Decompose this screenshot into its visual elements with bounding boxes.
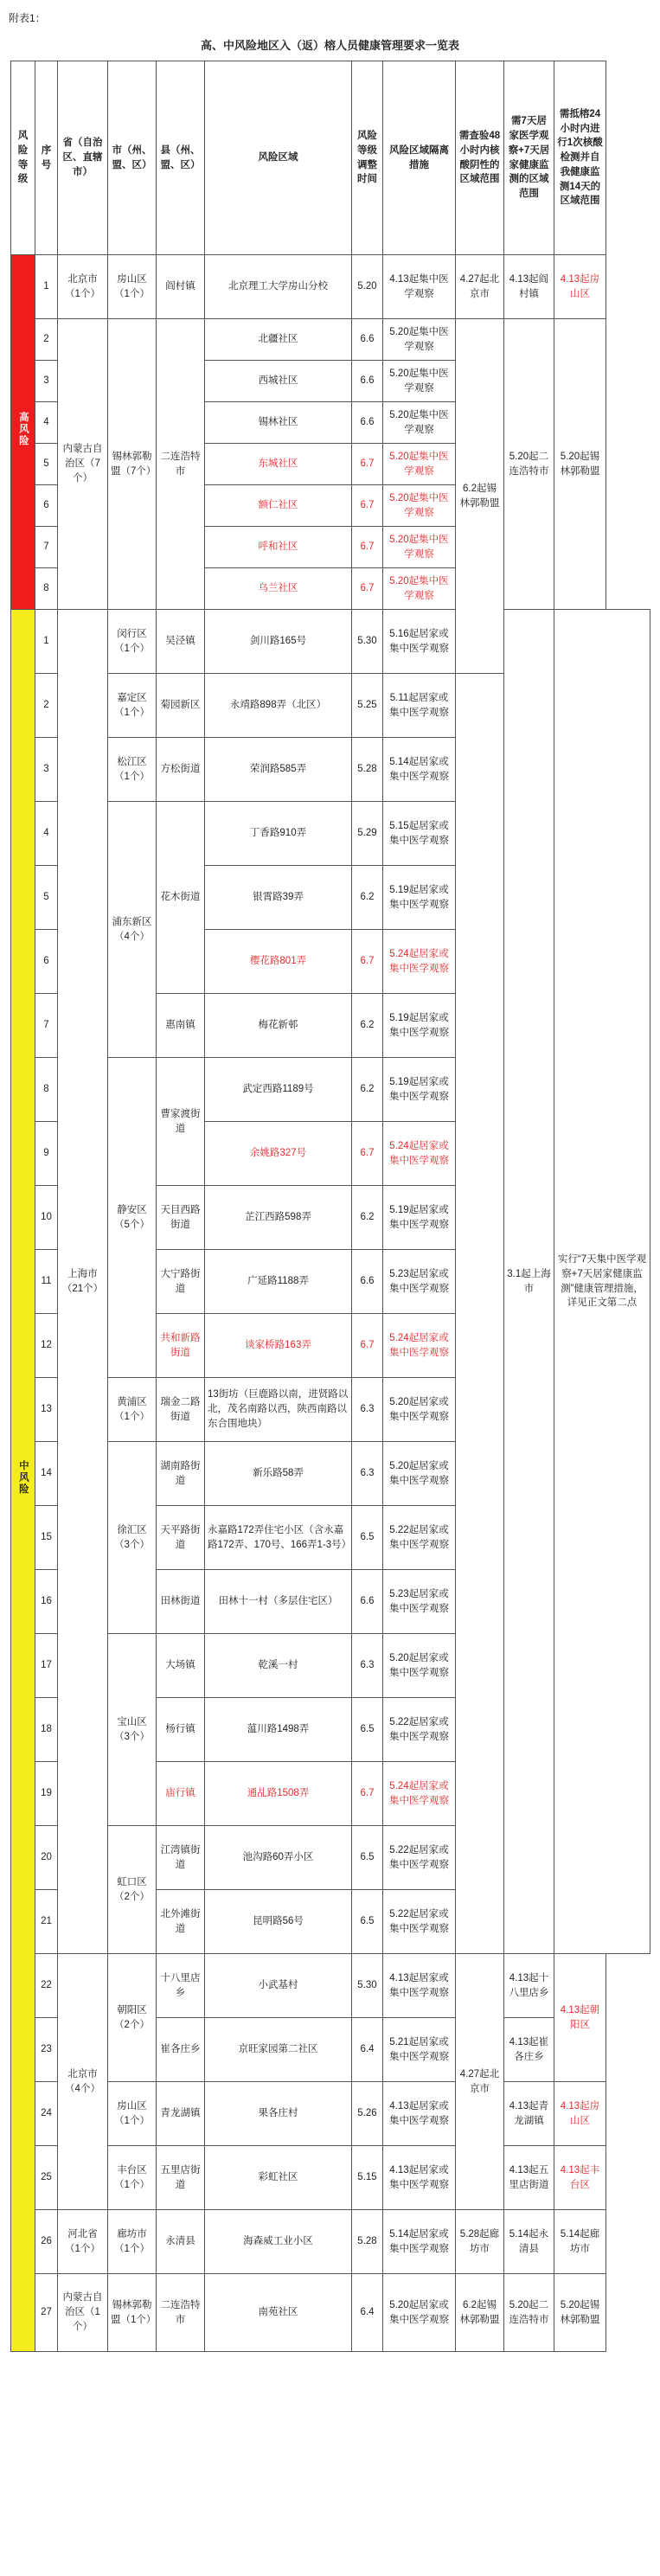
row-index: 8 bbox=[35, 1058, 58, 1122]
area-cell: 荣润路585弄 bbox=[205, 738, 352, 802]
area-cell: 芷江西路598弄 bbox=[205, 1186, 352, 1250]
time-cell: 6.4 bbox=[352, 2274, 383, 2352]
city-cell: 朝阳区（2个） bbox=[108, 1954, 157, 2082]
isolation-cell: 5.19起居家或集中医学观察 bbox=[383, 994, 456, 1058]
header-7days: 需7天居家医学观察+7天居家健康监测的区域范围 bbox=[504, 61, 554, 255]
days7-cell: 4.13起五里店街道 bbox=[504, 2146, 554, 2210]
time-cell: 6.7 bbox=[352, 485, 383, 527]
area-cell: 田林十一村（多层住宅区） bbox=[205, 1570, 352, 1634]
isolation-cell: 5.23起居家或集中医学观察 bbox=[383, 1570, 456, 1634]
isolation-cell: 5.20起集中医学观察 bbox=[383, 444, 456, 485]
isolation-cell: 5.22起居家或集中医学观察 bbox=[383, 1698, 456, 1762]
row-index: 1 bbox=[35, 255, 58, 319]
row-index: 16 bbox=[35, 1570, 58, 1634]
area-cell: 彩虹社区 bbox=[205, 2146, 352, 2210]
row-index: 13 bbox=[35, 1378, 58, 1442]
row-index: 26 bbox=[35, 2210, 58, 2274]
time-cell: 5.20 bbox=[352, 255, 383, 319]
province-cell: 北京市（1个） bbox=[58, 255, 108, 319]
table-row bbox=[11, 610, 650, 674]
county-cell: 田林街道 bbox=[157, 1570, 205, 1634]
row-index: 4 bbox=[35, 802, 58, 866]
time-cell: 6.3 bbox=[352, 1634, 383, 1698]
risk-area-table bbox=[10, 61, 650, 2352]
county-cell: 永清县 bbox=[157, 2210, 205, 2274]
time-cell: 6.6 bbox=[352, 1570, 383, 1634]
test48-cell: 3.1起上海市 bbox=[504, 610, 554, 1954]
row-index: 7 bbox=[35, 994, 58, 1058]
isolation-cell: 5.22起居家或集中医学观察 bbox=[383, 1890, 456, 1954]
area-cell: 丁香路910弄 bbox=[205, 802, 352, 866]
row-index: 3 bbox=[35, 738, 58, 802]
isolation-cell: 5.20起居家或集中医学观察 bbox=[383, 2274, 456, 2352]
isolation-cell: 4.13起居家或集中医学观察 bbox=[383, 2146, 456, 2210]
row-index: 8 bbox=[35, 568, 58, 610]
isolation-cell: 5.20起居家或集中医学观察 bbox=[383, 1634, 456, 1698]
city-cell: 黄浦区（1个） bbox=[108, 1378, 157, 1442]
isolation-cell: 4.13起居家或集中医学观察 bbox=[383, 1954, 456, 2018]
row-index: 6 bbox=[35, 485, 58, 527]
isolation-cell: 5.19起居家或集中医学观察 bbox=[383, 866, 456, 930]
isolation-cell: 5.20起集中医学观察 bbox=[383, 485, 456, 527]
isolation-cell: 5.24起居家或集中医学观察 bbox=[383, 1122, 456, 1186]
row-index: 5 bbox=[35, 866, 58, 930]
area-cell: 银霄路39弄 bbox=[205, 866, 352, 930]
isolation-cell: 5.22起居家或集中医学观察 bbox=[383, 1826, 456, 1890]
row-index: 7 bbox=[35, 527, 58, 568]
province-cell: 上海市（21个） bbox=[58, 610, 108, 1954]
time-cell: 5.28 bbox=[352, 2210, 383, 2274]
area-cell: 广延路1188弄 bbox=[205, 1250, 352, 1314]
isolation-cell: 5.16起居家或集中医学观察 bbox=[383, 610, 456, 674]
row-index: 24 bbox=[35, 2082, 58, 2146]
city-cell: 静安区（5个） bbox=[108, 1058, 157, 1378]
row-index: 10 bbox=[35, 1186, 58, 1250]
table-title: 高、中风险地区入（返）榕人员健康管理要求一览表 bbox=[200, 39, 459, 52]
annex-label: 附表1： bbox=[9, 12, 46, 24]
row-index: 21 bbox=[35, 1890, 58, 1954]
city-cell: 廊坊市（1个） bbox=[108, 2210, 157, 2274]
area-cell: 西城社区 bbox=[205, 361, 352, 402]
province-cell: 河北省（1个） bbox=[58, 2210, 108, 2274]
hours24-cell: 5.20起锡林郭勒盟 bbox=[554, 319, 606, 610]
area-cell: 果各庄村 bbox=[205, 2082, 352, 2146]
test48-cell: 5.28起廊坊市 bbox=[456, 2210, 504, 2274]
county-cell: 吴泾镇 bbox=[157, 610, 205, 674]
test48-cell: 4.27起北京市 bbox=[456, 1954, 504, 2210]
area-cell: 海森威工业小区 bbox=[205, 2210, 352, 2274]
city-cell: 嘉定区（1个） bbox=[108, 674, 157, 738]
test48-cell: 6.2起锡林郭勒盟 bbox=[456, 2274, 504, 2352]
isolation-cell: 5.20起集中医学观察 bbox=[383, 402, 456, 444]
county-cell: 五里店街道 bbox=[157, 2146, 205, 2210]
time-cell: 5.28 bbox=[352, 738, 383, 802]
isolation-cell: 5.20起居家或集中医学观察 bbox=[383, 1442, 456, 1506]
city-cell: 松江区（1个） bbox=[108, 738, 157, 802]
county-cell: 共和新路街道 bbox=[157, 1314, 205, 1378]
days7-cell: 5.20起二连浩特市 bbox=[504, 319, 554, 610]
county-cell: 崔各庄乡 bbox=[157, 2018, 205, 2082]
header-index: 序号 bbox=[35, 61, 58, 255]
isolation-cell: 5.24起居家或集中医学观察 bbox=[383, 1762, 456, 1826]
area-cell: 呼和社区 bbox=[205, 527, 352, 568]
time-cell: 6.6 bbox=[352, 319, 383, 361]
row-index: 19 bbox=[35, 1762, 58, 1826]
row-index: 11 bbox=[35, 1250, 58, 1314]
county-cell: 青龙湖镇 bbox=[157, 2082, 205, 2146]
area-cell: 南苑社区 bbox=[205, 2274, 352, 2352]
city-cell: 房山区（1个） bbox=[108, 2082, 157, 2146]
area-cell: 永嘉路172弄住宅小区（含永嘉路172弄、170号、166弄1-3号） bbox=[205, 1506, 352, 1570]
time-cell: 6.2 bbox=[352, 994, 383, 1058]
time-cell: 6.7 bbox=[352, 568, 383, 610]
isolation-cell: 4.13起集中医学观察 bbox=[383, 255, 456, 319]
time-cell: 6.7 bbox=[352, 527, 383, 568]
hours24-cell: 4.13起朝阳区 bbox=[554, 1954, 606, 2082]
time-cell: 6.4 bbox=[352, 2018, 383, 2082]
county-cell: 十八里店乡 bbox=[157, 1954, 205, 2018]
hours24-cell: 4.13起丰台区 bbox=[554, 2146, 606, 2210]
time-cell: 6.5 bbox=[352, 1826, 383, 1890]
header-risk-level: 风险等级 bbox=[11, 61, 35, 255]
days7-cell: 4.13起崔各庄乡 bbox=[504, 2018, 554, 2082]
isolation-cell: 5.19起居家或集中医学观察 bbox=[383, 1186, 456, 1250]
county-cell: 瑞金二路街道 bbox=[157, 1378, 205, 1442]
county-cell: 阎村镇 bbox=[157, 255, 205, 319]
time-cell: 6.5 bbox=[352, 1506, 383, 1570]
time-cell: 5.25 bbox=[352, 674, 383, 738]
test48-cell: 4.27起北京市 bbox=[456, 255, 504, 319]
header-city: 市（州、盟、区） bbox=[108, 61, 157, 255]
time-cell: 6.3 bbox=[352, 1442, 383, 1506]
city-cell: 锡林郭勒盟（1个） bbox=[108, 2274, 157, 2352]
row-index: 2 bbox=[35, 319, 58, 361]
header-province: 省（自治区、直辖市） bbox=[58, 61, 108, 255]
days7-cell: 5.14起永清县 bbox=[504, 2210, 554, 2274]
time-cell: 5.30 bbox=[352, 610, 383, 674]
time-cell: 6.5 bbox=[352, 1698, 383, 1762]
risk-level-mid: 中风险 bbox=[11, 610, 35, 2352]
county-cell: 天平路街道 bbox=[157, 1506, 205, 1570]
time-cell: 6.6 bbox=[352, 402, 383, 444]
row-index: 14 bbox=[35, 1442, 58, 1506]
header-area: 风险区域 bbox=[205, 61, 352, 255]
county-cell: 庙行镇 bbox=[157, 1762, 205, 1826]
area-cell: 北疆社区 bbox=[205, 319, 352, 361]
county-cell: 北外滩街道 bbox=[157, 1890, 205, 1954]
row-index: 15 bbox=[35, 1506, 58, 1570]
isolation-cell: 5.11起居家或集中医学观察 bbox=[383, 674, 456, 738]
county-cell: 方松街道 bbox=[157, 738, 205, 802]
time-cell: 6.7 bbox=[352, 444, 383, 485]
header-24h: 需抵榕24小时内进行1次核酸检测并自我健康监测14天的区域范围 bbox=[554, 61, 606, 255]
isolation-cell: 5.20起集中医学观察 bbox=[383, 319, 456, 361]
city-cell: 锡林郭勒盟（7个） bbox=[108, 319, 157, 610]
time-cell: 6.2 bbox=[352, 1186, 383, 1250]
time-cell: 6.6 bbox=[352, 361, 383, 402]
county-cell: 江湾镇街道 bbox=[157, 1826, 205, 1890]
isolation-cell: 5.24起居家或集中医学观察 bbox=[383, 930, 456, 994]
time-cell: 6.7 bbox=[352, 1314, 383, 1378]
area-cell: 东城社区 bbox=[205, 444, 352, 485]
county-cell: 花木街道 bbox=[157, 802, 205, 994]
county-cell: 大宁路街道 bbox=[157, 1250, 205, 1314]
isolation-cell: 4.13起居家或集中医学观察 bbox=[383, 2082, 456, 2146]
header-test48: 需查验48小时内核酸阴性的区域范围 bbox=[456, 61, 504, 255]
time-cell: 6.7 bbox=[352, 1122, 383, 1186]
area-cell: 通乩路1508弄 bbox=[205, 1762, 352, 1826]
row-index: 9 bbox=[35, 1122, 58, 1186]
row-index: 18 bbox=[35, 1698, 58, 1762]
city-cell: 闵行区（1个） bbox=[108, 610, 157, 674]
hours24-cell: 5.14起廊坊市 bbox=[554, 2210, 606, 2274]
days7-cell: 4.13起青龙湖镇 bbox=[504, 2082, 554, 2146]
row-index: 23 bbox=[35, 2018, 58, 2082]
time-cell: 6.7 bbox=[352, 930, 383, 994]
isolation-cell: 5.23起居家或集中医学观察 bbox=[383, 1250, 456, 1314]
row-index: 5 bbox=[35, 444, 58, 485]
area-cell: 小武基村 bbox=[205, 1954, 352, 2018]
time-cell: 5.29 bbox=[352, 802, 383, 866]
row-index: 4 bbox=[35, 402, 58, 444]
days7-cell: 4.13起十八里店乡 bbox=[504, 1954, 554, 2018]
row-index: 22 bbox=[35, 1954, 58, 2018]
time-cell: 5.30 bbox=[352, 1954, 383, 2018]
row-index: 3 bbox=[35, 361, 58, 402]
city-cell: 徐汇区（3个） bbox=[108, 1442, 157, 1634]
county-cell: 大场镇 bbox=[157, 1634, 205, 1698]
isolation-cell: 5.20起集中医学观察 bbox=[383, 361, 456, 402]
time-cell: 6.7 bbox=[352, 1762, 383, 1826]
area-cell: 锡林社区 bbox=[205, 402, 352, 444]
time-cell: 6.2 bbox=[352, 1058, 383, 1122]
isolation-cell: 5.14起居家或集中医学观察 bbox=[383, 738, 456, 802]
table-row bbox=[11, 255, 650, 319]
hours24-cell: 5.20起锡林郭勒盟 bbox=[554, 2274, 606, 2352]
header-isolation: 风险区域隔离措施 bbox=[383, 61, 456, 255]
header-adjust-time: 风险等级调整时间 bbox=[352, 61, 383, 255]
area-cell: 额仁社区 bbox=[205, 485, 352, 527]
header-row bbox=[11, 61, 650, 255]
row-index: 25 bbox=[35, 2146, 58, 2210]
county-cell: 杨行镇 bbox=[157, 1698, 205, 1762]
table-row bbox=[11, 319, 650, 361]
row-index: 27 bbox=[35, 2274, 58, 2352]
county-cell: 惠南镇 bbox=[157, 994, 205, 1058]
isolation-cell: 5.21起居家或集中医学观察 bbox=[383, 2018, 456, 2082]
city-cell: 丰台区（1个） bbox=[108, 2146, 157, 2210]
table-row bbox=[11, 2274, 650, 2352]
province-cell: 北京市（4个） bbox=[58, 1954, 108, 2210]
hours24-cell: 4.13起房山区 bbox=[554, 2082, 606, 2146]
city-cell: 房山区（1个） bbox=[108, 255, 157, 319]
province-cell: 内蒙古自治区（7个） bbox=[58, 319, 108, 610]
isolation-cell: 5.20起集中医学观察 bbox=[383, 568, 456, 610]
time-cell: 6.2 bbox=[352, 866, 383, 930]
area-cell: 谈家桥路163弄 bbox=[205, 1314, 352, 1378]
time-cell: 5.15 bbox=[352, 2146, 383, 2210]
time-cell: 6.3 bbox=[352, 1378, 383, 1442]
row-index: 2 bbox=[35, 674, 58, 738]
area-cell: 乌兰社区 bbox=[205, 568, 352, 610]
area-cell: 永靖路898弄（北区） bbox=[205, 674, 352, 738]
time-cell: 6.5 bbox=[352, 1890, 383, 1954]
test48-cell: 6.2起锡林郭勒盟 bbox=[456, 319, 504, 674]
county-cell: 天目西路街道 bbox=[157, 1186, 205, 1250]
isolation-cell: 5.19起居家或集中医学观察 bbox=[383, 1058, 456, 1122]
area-cell: 余姚路327号 bbox=[205, 1122, 352, 1186]
time-cell: 6.6 bbox=[352, 1250, 383, 1314]
isolation-cell: 5.20起集中医学观察 bbox=[383, 527, 456, 568]
table-row bbox=[11, 2210, 650, 2274]
time-cell: 5.26 bbox=[352, 2082, 383, 2146]
area-cell: 北京理工大学房山分校 bbox=[205, 255, 352, 319]
area-cell: 13街坊（巨鹿路以南，进贤路以北，茂名南路以西，陕西南路以东合围地块） bbox=[205, 1378, 352, 1442]
city-cell: 浦东新区（4个） bbox=[108, 802, 157, 1058]
county-cell: 二连浩特市 bbox=[157, 2274, 205, 2352]
days7-cell: 4.13起阎村镇 bbox=[504, 255, 554, 319]
city-cell: 虹口区（2个） bbox=[108, 1826, 157, 1954]
isolation-cell: 5.15起居家或集中医学观察 bbox=[383, 802, 456, 866]
province-cell: 内蒙古自治区（1个） bbox=[58, 2274, 108, 2352]
county-cell: 湖南路街道 bbox=[157, 1442, 205, 1506]
row-index: 1 bbox=[35, 610, 58, 674]
area-cell: 池沟路60弄小区 bbox=[205, 1826, 352, 1890]
city-cell: 宝山区（3个） bbox=[108, 1634, 157, 1826]
header-county: 县（州、盟、区） bbox=[157, 61, 205, 255]
area-cell: 昆明路56号 bbox=[205, 1890, 352, 1954]
area-cell: 乾溪一村 bbox=[205, 1634, 352, 1698]
area-cell: 梅花新邨 bbox=[205, 994, 352, 1058]
table-row bbox=[11, 1954, 650, 2018]
days7-cell: 5.20起二连浩特市 bbox=[504, 2274, 554, 2352]
risk-level-high: 高风险 bbox=[11, 255, 35, 610]
county-cell: 曹家渡街道 bbox=[157, 1058, 205, 1186]
area-cell: 京旺家园第二社区 bbox=[205, 2018, 352, 2082]
county-cell: 二连浩特市 bbox=[157, 319, 205, 610]
area-cell: 蕰川路1498弄 bbox=[205, 1698, 352, 1762]
area-cell: 剑川路165号 bbox=[205, 610, 352, 674]
row-index: 20 bbox=[35, 1826, 58, 1890]
row-index: 12 bbox=[35, 1314, 58, 1378]
county-cell: 菊园新区 bbox=[157, 674, 205, 738]
area-cell: 樱花路801弄 bbox=[205, 930, 352, 994]
shanghai-measure-cell: 实行“7天集中医学观察+7天居家健康监测”健康管理措施，详见正文第二点 bbox=[554, 610, 650, 1954]
area-cell: 武定西路1189号 bbox=[205, 1058, 352, 1122]
isolation-cell: 5.24起居家或集中医学观察 bbox=[383, 1314, 456, 1378]
hours24-cell: 4.13起房山区 bbox=[554, 255, 606, 319]
isolation-cell: 5.22起居家或集中医学观察 bbox=[383, 1506, 456, 1570]
row-index: 6 bbox=[35, 930, 58, 994]
row-index: 17 bbox=[35, 1634, 58, 1698]
isolation-cell: 5.20起居家或集中医学观察 bbox=[383, 1378, 456, 1442]
area-cell: 新乐路58弄 bbox=[205, 1442, 352, 1506]
isolation-cell: 5.14起居家或集中医学观察 bbox=[383, 2210, 456, 2274]
